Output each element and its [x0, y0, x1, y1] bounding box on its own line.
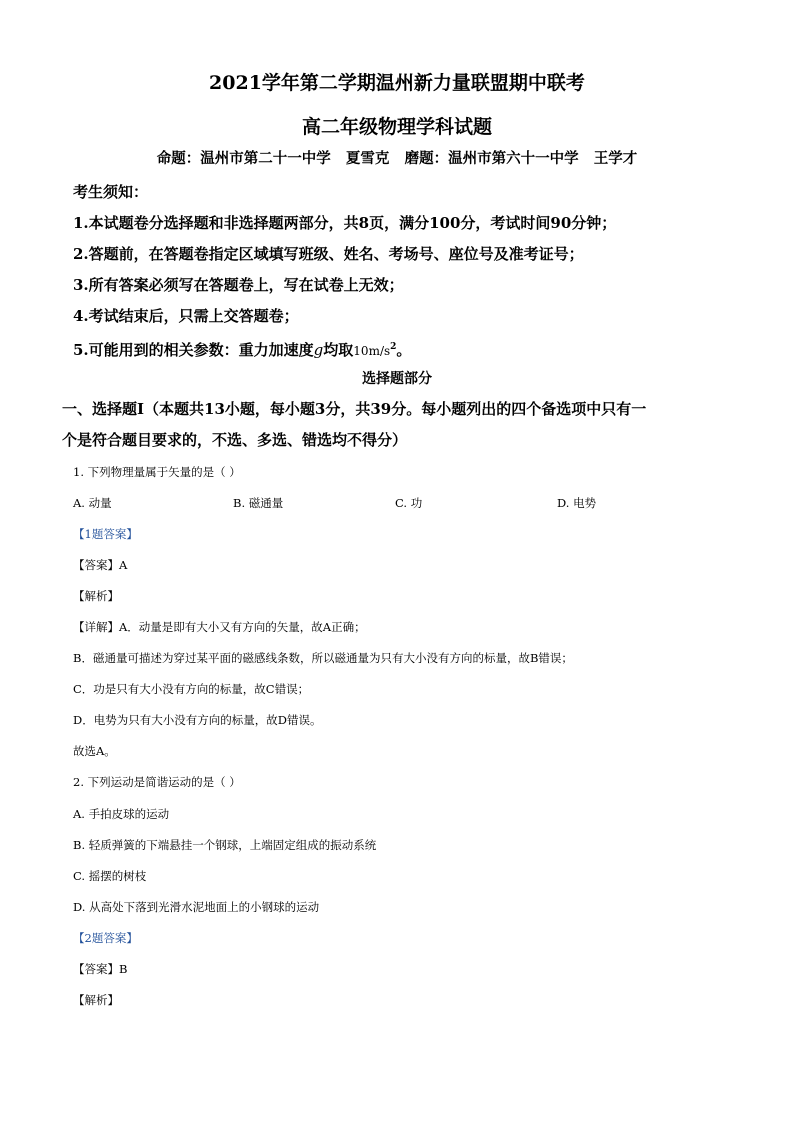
- notice-item-5-mid: 均取: [323, 341, 354, 359]
- notice-item-3: 3.所有答案必须写在答题卷上，写在试卷上无效；: [73, 276, 404, 294]
- q1-option-c: C. 功: [395, 496, 423, 510]
- q1-detail-2: B．磁通量可描述为穿过某平面的磁感线条数，所以磁通量为只有大小没有方向的标量，故B错误；: [73, 651, 573, 665]
- notice-item-1: 1.本试题卷分选择题和非选择题两部分，共8页，满分100分，考试时间90分钟；: [73, 214, 617, 232]
- section-intro-line-1: 一、选择题Ⅰ（本题共13小题，每小题3分，共39分。每小题列出的四个备选项中只有一: [62, 400, 647, 418]
- q1-answer-tag: 【1题答案】: [73, 527, 138, 541]
- q1-conclusion: 故选A。: [73, 744, 116, 758]
- q1-detail-4: D．电势为只有大小没有方向的标量，故D错误。: [73, 713, 322, 727]
- q1-option-a: A. 动量: [73, 496, 112, 510]
- q1-options: [73, 493, 733, 513]
- q2-option-a: A. 手拍皮球的运动: [73, 807, 170, 821]
- notice-item-2: 2.答题前，在答题卷指定区域填写班级、姓名、考场号、座位号及准考证号；: [73, 245, 584, 263]
- q1-answer: 【答案】A: [73, 558, 128, 572]
- notice-item-4: 4.考试结束后，只需上交答题卷；: [73, 307, 299, 325]
- q2-stem: 2. 下列运动是简谐运动的是（ ）: [73, 775, 241, 789]
- notice-item-5: [73, 337, 733, 361]
- q1-detail-1: 【详解】A．动量是即有大小又有方向的矢量，故A正确；: [73, 620, 366, 634]
- q2-answer: 【答案】B: [73, 962, 128, 976]
- q1-option-b: B. 磁通量: [233, 496, 284, 510]
- q2-option-b: B. 轻质弹簧的下端悬挂一个钢球，上端固定组成的振动系统: [73, 838, 377, 852]
- q2-option-c: C. 摇摆的树枝: [73, 869, 147, 883]
- notice-heading: 考生须知：: [73, 183, 149, 201]
- q1-option-d: D. 电势: [557, 496, 597, 510]
- notice-item-5-prefix: 5.可能用到的相关参数：重力加速度: [73, 341, 314, 359]
- q2-analysis-label: 【解析】: [73, 993, 119, 1007]
- section-intro-line-2: 个是符合题目要求的，不选、多选、错选均不得分）: [62, 431, 408, 449]
- exam-authors: 命题：温州市第二十一中学 夏雪克 磨题：温州市第六十一中学 王学才: [156, 150, 638, 167]
- gravity-exponent: 2: [390, 342, 397, 352]
- exam-title: 2021学年第二学期温州新力量联盟期中联考: [209, 72, 585, 94]
- gravity-symbol: g: [313, 341, 324, 359]
- exam-subtitle: 高二年级物理学科试题: [301, 116, 492, 138]
- q2-option-d: D. 从高处下落到光滑水泥地面上的小钢球的运动: [73, 900, 320, 914]
- q1-stem: 1. 下列物理量属于矢量的是（ ）: [73, 465, 241, 479]
- q1-analysis-label: 【解析】: [73, 589, 119, 603]
- section-heading: 选择题部分: [362, 371, 432, 387]
- notice-item-5-end: 。: [396, 341, 412, 359]
- gravity-value: 10m/s: [353, 344, 391, 358]
- q2-answer-tag: 【2题答案】: [73, 931, 138, 945]
- q1-detail-3: C．功是只有大小没有方向的标量，故C错误；: [73, 682, 310, 696]
